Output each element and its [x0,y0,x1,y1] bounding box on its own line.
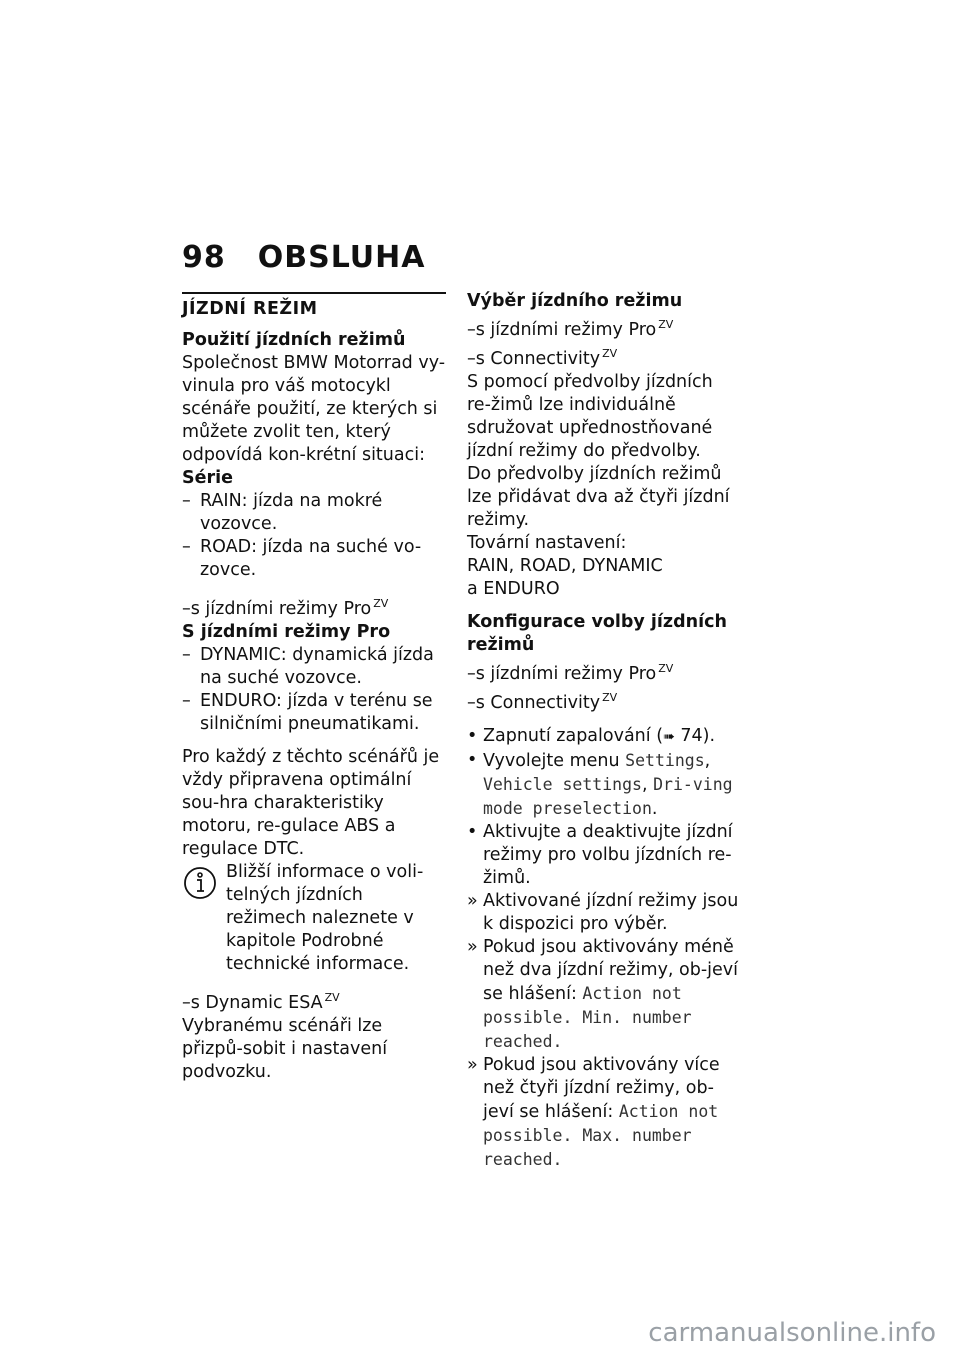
pro-list [182,644,446,736]
intro-text: Společnost BMW Motorrad vy-vinula pro váš motocykl scénáře použití, ze kterých si můžete zvolit ten, který odpovídá kon-krétní situaci: [182,353,446,465]
pro-title: S jízdními režimy Pro [182,622,391,642]
config-title: Konfigurace volby jízdních režimů [467,612,727,655]
arrow-right-icon: ➠ [663,729,675,745]
list-item: – ENDURO: jízda v terénu se silničními pneumatikami. [182,691,433,734]
steps-list [467,725,739,1172]
list-item: • Vyvolejte menu Settings, Vehicle settings, Dri-ving mode preselection. [467,750,733,819]
factory-label: Tovární nastavení: [467,533,627,553]
chapter-title: OBSLUHA [257,240,426,275]
list-item: » Pokud jsou aktivovány méně než dva jízdní režimy, ob-jeví se hlášení: Action not possible. Min. number reached. [467,937,739,1051]
right-column [467,290,739,1172]
list-item: » Aktivované jízdní režimy jsou k dispozici pro výběr. [467,891,739,934]
select-text: S pomocí předvolby jízdních re-žimů lze individuálně sdružovat upřednostňované jízdní režimy do předvolby. [467,372,713,461]
list-item: – RAIN: jízda na mokré vozovce. [182,491,383,534]
with-esa-note: –s Dynamic ESA $^{ZV}$ [182,991,340,1013]
with-connectivity-note: –s Connectivity $^{ZV}$ [467,691,618,713]
series-list [182,490,446,582]
with-pro-note: –s jízdními režimy Pro $^{ZV}$ [467,662,674,684]
info-note [182,861,446,976]
list-item: • Zapnutí zapalování (➠ 74). [467,725,739,749]
select-title: Výběr jízdního režimu [467,291,683,311]
list-item: – DYNAMIC: dynamická jízda na suché vozovce. [182,645,434,688]
with-connectivity-note: –s Connectivity $^{ZV}$ [467,347,618,369]
watermark: carmanualsonline.info [648,1318,936,1348]
page-header [182,240,425,275]
info-text: Bližší informace o voli-telných jízdních režimech naleznete v kapitole Podrobné technické informace. [226,862,424,974]
list-item: – ROAD: jízda na suché vo-zovce. [182,537,422,580]
factory-value: a ENDURO [467,579,560,599]
section-title: JÍZDNÍ REŽIM [182,299,318,319]
with-pro-note: –s jízdními režimy Pro $^{ZV}$ [467,318,674,340]
abs-text: Pro každý z těchto scénářů je vždy připravena optimální sou-hra charakteristiky motoru, re-gulace ABS a regulace DTC. [182,747,440,859]
left-column [182,292,446,1084]
info-icon [182,865,218,901]
list-item: • Aktivujte a deaktivujte jízdní režimy pro volbu jízdních re-žimů. [467,822,733,888]
list-item: » Pokud jsou aktivovány více než čtyři jízdní režimy, ob-jeví se hlášení: Action not possible. Max. number reached. [467,1055,720,1169]
factory-value: RAIN, ROAD, DYNAMIC [467,556,663,576]
page-number: 98 [182,240,226,275]
esa-text: Vybranému scénáři lze přizpů-sobit i nastavení podvozku. [182,1016,388,1082]
series-title: Série [182,468,233,488]
add-text: Do předvolby jízdních režimů lze přidávat dva až čtyři jízdní režimy. [467,464,730,530]
with-pro-note: –s jízdními režimy Pro $^{ZV}$ [182,597,389,619]
use-title: Použití jízdních režimů [182,330,406,350]
section-rule [182,292,446,294]
